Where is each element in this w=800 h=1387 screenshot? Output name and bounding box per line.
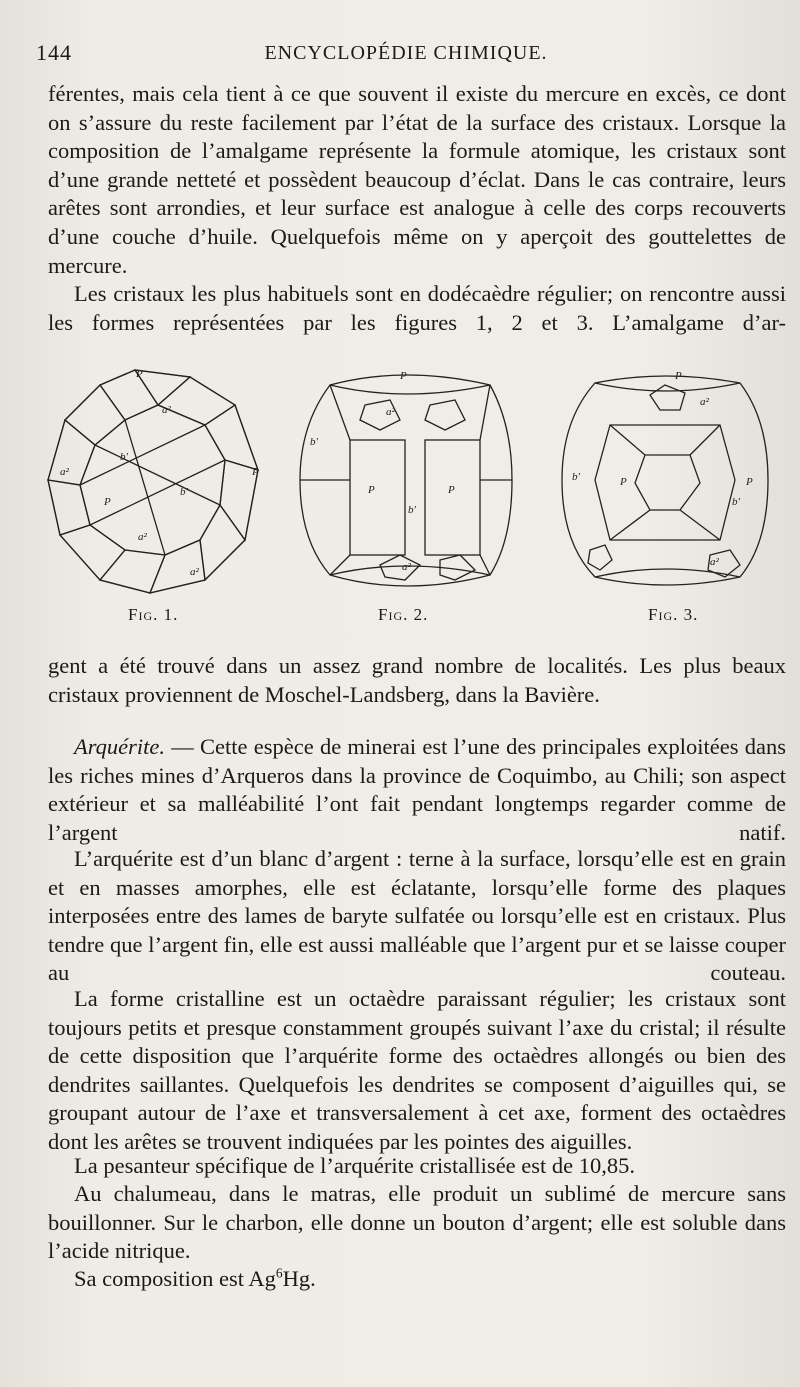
section-title-arquerite: Arquérite. — [74, 734, 166, 759]
paragraph-2: Les cristaux les plus habituels sont en dodécaèdre régulier; on rencontre aussi les formes représentées par les figures 1, 2 et 3. L’amalgame d’ar- — [48, 281, 786, 335]
svg-text:P: P — [746, 476, 753, 488]
paragraph-9 — [48, 1265, 786, 1294]
crystal-drawing-2 — [290, 365, 520, 600]
figure-2-caption: Fig. 2. — [378, 605, 429, 624]
page-number: 144 — [36, 40, 72, 65]
figure-3-caption: Fig. 3. — [648, 605, 699, 624]
svg-text:b': b' — [732, 496, 740, 508]
paragraph-8: Au chalumeau, dans le matras, elle produit un sublimé de mercure sans bouillonner. Sur le charbon, elle donne un bouton d’argent; elle est soluble dans l’acide nitrique. — [48, 1181, 786, 1264]
svg-text:a²: a² — [710, 556, 719, 568]
svg-text:b': b' — [572, 471, 580, 483]
composition-superscript: 6 — [275, 1265, 283, 1281]
svg-text:P: P — [448, 484, 455, 496]
composition-suffix: Hg. — [282, 1266, 316, 1291]
paragraph-6: La forme cristalline est un octaèdre paraissant régulier; les cristaux sont toujours petits et presque constamment groupés suivant l’axe du cristal; il résulte de cette disposition que l’arquérite forme des octaèdres allongés ou bien des dendrites saillantes. Quelquefois les dendrites se composent d’aiguilles qui, se groupant autour de l’axe et transversalement à cet axe, forment des octaèdres dont les arêtes se trouvent indiquées par les pointes des aiguilles. — [48, 986, 786, 1154]
svg-text:P: P — [675, 370, 682, 382]
svg-text:b': b' — [180, 486, 188, 498]
figure-1-caption: Fig. 1. — [128, 605, 179, 624]
composition-prefix: Sa composition est Ag — [74, 1266, 276, 1291]
page-header — [36, 40, 776, 70]
svg-text:P: P — [136, 368, 143, 380]
svg-text:a²: a² — [60, 466, 69, 478]
svg-text:a²: a² — [402, 561, 411, 573]
paragraph-4-body: — Cette espèce de minerai est l’une des principales exploitées dans les riches mines d’Arqueros dans la province de Coquimbo, au Chili; son aspect extérieur et sa malléabilité l’ont fait pendant longtemps regarder comme de l’argent natif. — [48, 734, 786, 845]
svg-text:a²: a² — [700, 396, 709, 408]
svg-text:a²: a² — [190, 566, 199, 578]
paragraph-1: férentes, mais cela tient à ce que souvent il existe du mercure en excès, ce dont on s’assure du reste facilement par l’état de la surface des cristaux. Lorsque la composition de l’amalgame représente la formule atomique, les cristaux sont d’une grande netteté et possèdent beaucoup d’éclat. Dans le cas contraire, leurs arêtes sont arrondies, et leur surface est analogue à celle des corps recouverts d’une couche d’huile. Quelquefois même on y aperçoit des gouttelettes de mercure. — [48, 81, 786, 278]
svg-text:P: P — [400, 370, 407, 382]
running-title: ENCYCLOPÉDIE CHIMIQUE. — [264, 42, 548, 64]
figure-1 — [40, 365, 270, 624]
svg-text:b': b' — [408, 504, 416, 516]
paragraph-4 — [48, 733, 786, 847]
svg-text:P: P — [368, 484, 375, 496]
paragraph-3: gent a été trouvé dans un assez grand nombre de localités. Les plus beaux cristaux proviennent de Moschel-Landsberg, dans la Bavière. — [48, 653, 786, 707]
svg-text:a²: a² — [162, 404, 171, 416]
crystal-drawing-3 — [550, 365, 780, 600]
svg-text:a²: a² — [138, 531, 147, 543]
paragraph-5: L’arquérite est d’un blanc d’argent : terne à la surface, lorsqu’elle est en grain et en masses amorphes, elle est éclatante, lorsqu’elle forme des plaques interposées entre des lames de baryte sulfatée ou lorsqu’elle est en cristaux. Plus tendre que l’argent fin, elle est aussi malléable que l’argent pur et se laisse couper au couteau. — [48, 846, 786, 986]
svg-text:b': b' — [120, 451, 128, 463]
svg-text:P: P — [104, 496, 111, 508]
crystal-figures — [40, 365, 780, 635]
paragraph-7: La pesanteur spécifique de l’arquérite cristallisée est de 10,85. — [74, 1153, 636, 1178]
svg-text:a²: a² — [386, 406, 395, 418]
crystal-drawing-1 — [40, 365, 270, 600]
svg-text:P: P — [620, 476, 627, 488]
figure-3 — [550, 365, 780, 624]
svg-text:P: P — [252, 466, 259, 478]
figure-2 — [290, 365, 520, 624]
svg-text:b': b' — [310, 436, 318, 448]
